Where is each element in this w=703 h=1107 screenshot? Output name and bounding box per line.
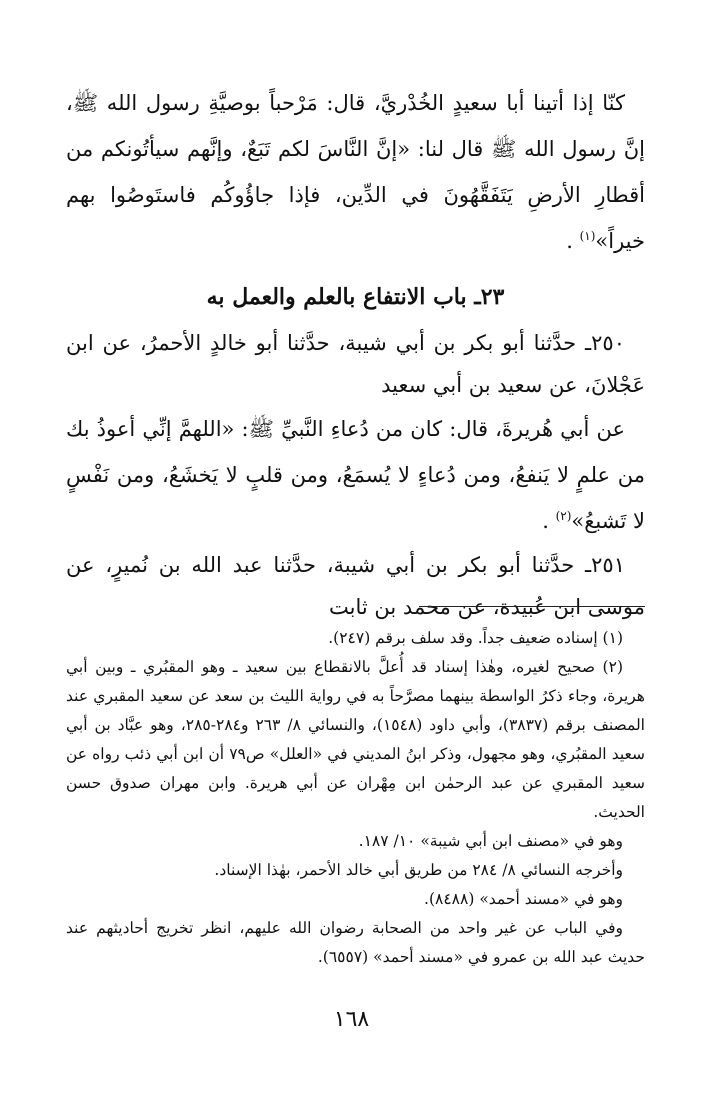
chapter-heading: ٢٣ـ باب الانتفاع بالعلم والعمل به (206, 284, 505, 310)
hadith-250-isnad: ٢٥٠ـ حدَّثنا أبو بكر بن أبي شيبة، حدَّثنا أبو خالدٍ الأحمرُ، عن ابن عَجْلانَ، عن سعيد بن أبي سعيد (66, 331, 645, 397)
footnote-2: (٢) صحيح لغيره، وهٰذا إسناد قد أُعلَّ بالانقطاع بين سعيد ـ وهو المقبُري ـ وبين أبي هريرة، وجاء ذكرُ الواسطة بينهما مصرَّحاً به في رواية الليث بن سعد عن سعيد المقبري عند المصنف برقم (٣٨٣٧)، وأبي داود (١٥٤٨)، والنسائي ٨/ ٢٦٣ و٢٨٤-٢٨٥، وهو عبَّاد بن أبي سعيد المقبُري، وهو مجهول، وذكر ابنُ المديني في «العلل» ص٧٩ أن ابن أبي ذئب رواه عن سعيد المقبري عن عبد الرحمٰن ابن مِهْران عن أبي هريرة. وابن مهران صدوق حسن الحديث. (66, 658, 645, 821)
hadith-251-isnad: ٢٥١ـ حدَّثنا أبو بكر بن أبي شيبة، حدَّثنا عبد الله بن نُميرٍ، عن موسى ابن عُبيدة، عن محمد بن ثابت (66, 553, 645, 619)
footnote-ref-1: (١) (579, 229, 596, 243)
hadith-continuation (66, 80, 645, 264)
main-text (66, 80, 645, 628)
period: . (542, 509, 549, 533)
footnote-1: (١) إسناده ضعيف جداً. وقد سلف برقم (٢٤٧). (328, 629, 623, 647)
footnote-divider (419, 606, 645, 607)
footnote-2-ref-musannaf: وهو في «مصنف ابن أبي شيبة» ١٠/ ١٨٧. (358, 832, 623, 850)
page-number: ١٦٨ (333, 1007, 370, 1032)
period: . (566, 229, 573, 253)
footnote-ref-2: (٢) (555, 509, 572, 523)
hadith-continuation-text: كنّا إذا أتينا أبا سعيدٍ الخُدْريَّ، قال: مَرْحباً بوصيَّةِ رسول الله ﷺ، إنَّ رسول الله ﷺ قال لنا: «إنَّ النَّاسَ لكم تَبَعٌ، وإنَّهم سيأتُونكم من أقطارِ الأرضِ يَتَفَقَّهُونَ في الدِّين، فإذا جاؤُوكُم فاستَوصُوا بهم خيراً» (66, 91, 645, 253)
footnotes (66, 624, 645, 972)
hadith-250-matn-text: عن أبي هُريرةَ، قال: كان من دُعاءِ النَّبيِّ ﷺ: «اللهمَّ إنِّي أعوذُ بك من علمٍ لا يَنفعُ، ومن دُعاءٍ لا يُسمَعُ، ومن قلبٍ لا يَخشَعُ، ومن نَفْسٍ لا تَشبعُ» (66, 417, 645, 533)
footnote-2-bab: وفي الباب عن غير واحد من الصحابة رضوان الله عليهم، انظر تخريج أحاديثهم عند حديث عبد الله بن عمرو في «مسند أحمد» (٦٥٥٧). (66, 919, 645, 966)
footnote-2-ref-nasai: وأخرجه النسائي ٨/ ٢٨٤ من طريق أبي خالد الأحمر، بهٰذا الإسناد. (214, 861, 623, 879)
hadith-250-matn (66, 406, 645, 544)
footnote-2-ref-musnad: وهو في «مسند أحمد» (٨٤٨٨). (424, 890, 623, 908)
